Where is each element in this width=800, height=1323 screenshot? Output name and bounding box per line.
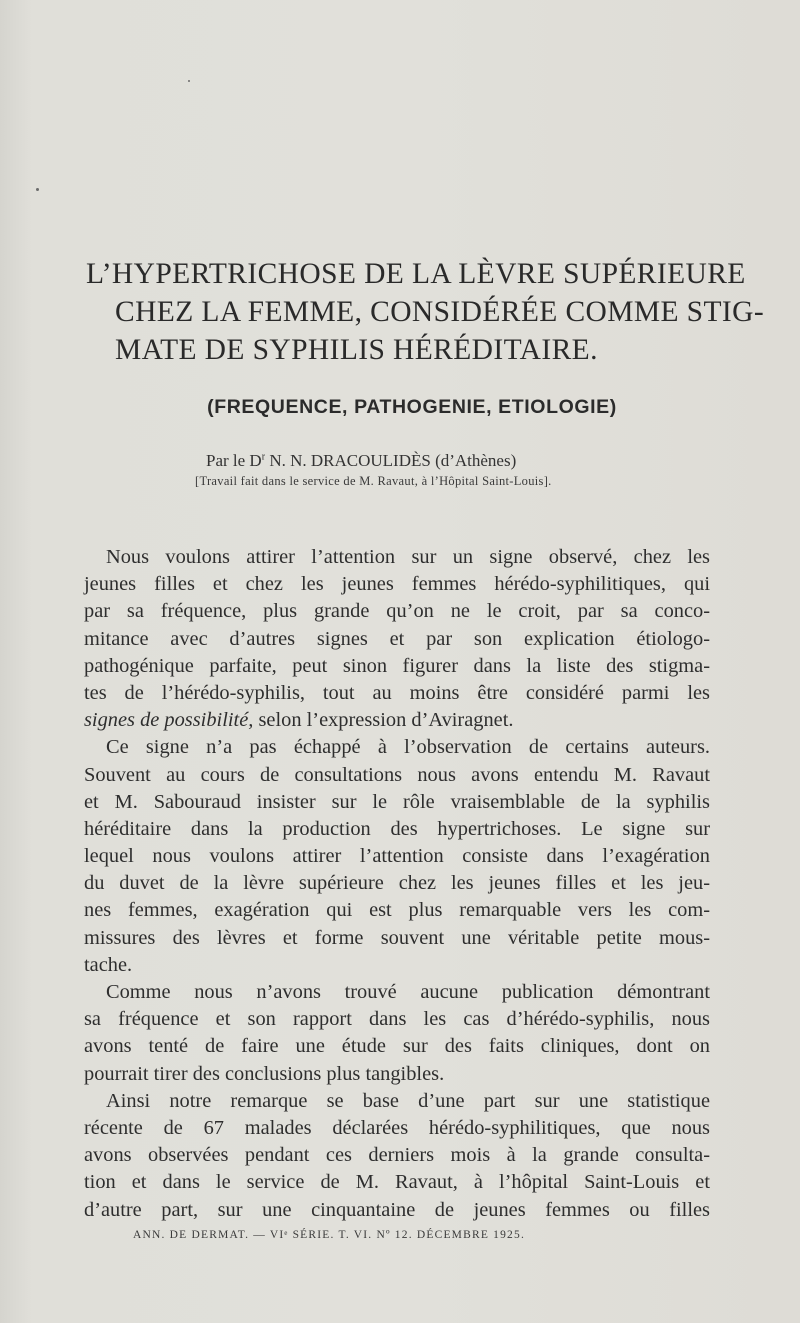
body-line-text: par sa fréquence, plus grande qu’on ne le croit, par sa conco-	[84, 600, 710, 623]
body-line	[84, 762, 710, 789]
body-line	[84, 598, 710, 625]
body-line-text: nes femmes, exagération qui est plus remarquable vers les com-	[84, 899, 710, 922]
body-line	[84, 789, 710, 816]
body-line-text: tache.	[84, 953, 133, 976]
body-line	[84, 979, 710, 1006]
body-line	[84, 734, 710, 761]
body-line	[84, 1169, 710, 1196]
author-title-sup: r	[261, 451, 266, 463]
body-line-text: mitance avec d’autres signes et par son explication étiologo-	[84, 627, 710, 650]
body-line	[84, 1033, 710, 1060]
title-line: L’HYPERTRICHOSE DE LA LÈVRE SUPÉRIEURE	[86, 258, 746, 290]
body-line-text: Souvent au cours de consultations nous avons entendu M. Ravaut	[84, 763, 710, 786]
body-line-text: tes de l’hérédo-syphilis, tout au moins être considéré parmi les	[84, 681, 710, 704]
body-line	[84, 1006, 710, 1033]
body-line	[84, 707, 710, 734]
body-line-text: tion et dans le service de M. Ravaut, à l’hôpital Saint-Louis et	[84, 1171, 710, 1194]
body-line	[84, 1061, 710, 1088]
body-line-text: pourrait tirer des conclusions plus tangibles.	[84, 1062, 445, 1085]
body-line	[84, 816, 710, 843]
body-line-text: pathogénique parfaite, peut sinon figurer dans la liste des stigma-	[84, 654, 710, 677]
body-line	[84, 680, 710, 707]
body-line	[84, 544, 710, 571]
body-line	[84, 1115, 710, 1142]
author-prefix: Par le D	[206, 451, 262, 470]
body-line	[84, 897, 710, 924]
body-line	[84, 1197, 710, 1224]
body-line	[84, 653, 710, 680]
body-line	[84, 1142, 710, 1169]
body-line-text: lequel nous voulons attirer l’attention consiste dans l’exagération	[84, 845, 710, 868]
affiliation: [Travail fait dans le service de M. Ravaut, à l’Hôpital Saint-Louis].	[195, 474, 552, 488]
body-line-text: selon l’expression d’Aviragnet.	[258, 709, 514, 732]
body-line-text: d’autre part, sur une cinquantaine de jeunes femmes ou filles	[84, 1198, 710, 1221]
body-line-text: Comme nous n’avons trouvé aucune publication démontrant	[106, 981, 710, 1003]
body-line	[84, 952, 710, 979]
print-speck	[36, 188, 39, 191]
body-line-text: avons observées pendant ces derniers mois à la grande consulta-	[84, 1144, 710, 1167]
print-speck	[188, 80, 190, 82]
body-line-text: Ainsi notre remarque se base d’une part sur une statistique	[106, 1089, 710, 1112]
journal-footer: ANN. DE DERMAT. — VIᵉ SÉRIE. T. VI. Nº 12. DÉCEMBRE 1925.	[133, 1229, 526, 1241]
body-line	[84, 925, 710, 952]
body-line-text: Ce signe n’a pas échappé à l’observation de certains auteurs.	[106, 736, 710, 759]
body-line-text: jeunes filles et chez les jeunes femmes hérédo-syphilitiques, qui	[84, 573, 710, 596]
body-line-text: et M. Sabouraud insister sur le rôle vraisemblable de la syphilis	[84, 790, 710, 813]
body-line	[84, 571, 710, 598]
article-body	[84, 544, 710, 1224]
article-title	[86, 255, 765, 369]
body-line-text: sa fréquence et son rapport dans les cas d’hérédo-syphilis, nous	[84, 1008, 710, 1031]
author-line	[206, 451, 516, 471]
body-line	[84, 843, 710, 870]
body-line-text: Nous voulons attirer l’attention sur un signe observé, chez les	[106, 546, 710, 568]
body-line-text: du duvet de la lèvre supérieure chez les jeunes filles et les jeu-	[84, 872, 710, 895]
body-line	[84, 870, 710, 897]
title-line: MATE DE SYPHILIS HÉRÉDITAIRE.	[115, 334, 598, 366]
author-name: N. N. DRACOULIDÈS (d’Athènes)	[265, 451, 517, 470]
body-line-text: récente de 67 malades déclarées hérédo-syphilitiques, que nous	[84, 1116, 710, 1139]
article-subtitle: (FREQUENCE, PATHOGENIE, ETIOLOGIE)	[207, 396, 617, 418]
body-line-text: avons tenté de faire une étude sur des faits cliniques, dont on	[84, 1035, 710, 1058]
title-line: CHEZ LA FEMME, CONSIDÉRÉE COMME STIG-	[115, 296, 765, 328]
italic-phrase: signes de possibilité,	[84, 709, 254, 732]
body-line	[84, 1088, 710, 1115]
body-line	[84, 626, 710, 653]
body-line-text: héréditaire dans la production des hypertrichoses. Le signe sur	[84, 817, 710, 840]
body-line-text: missures des lèvres et forme souvent une véritable petite mous-	[84, 926, 710, 949]
